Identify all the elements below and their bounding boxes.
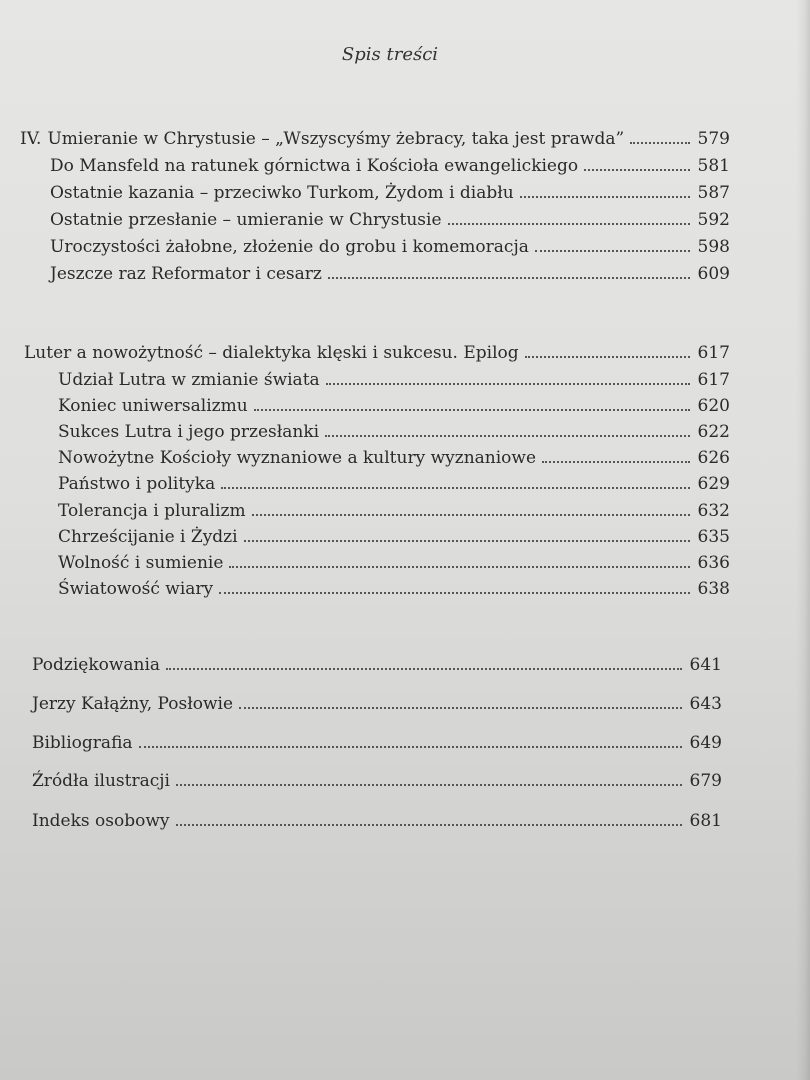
page-number: 581 (697, 156, 730, 176)
toc-section (50, 263, 730, 285)
chapter-number: IV. (20, 129, 42, 149)
toc-section (58, 395, 730, 417)
section-title: Państwo i polityka (58, 474, 216, 494)
page-number: 638 (697, 579, 730, 599)
toc-chapter-iv (20, 128, 730, 150)
section-title: Uroczystości żałobne, złożenie do grobu i komemoracja (50, 237, 529, 257)
page-number: 617 (697, 370, 730, 390)
section-title: Koniec uniwersalizmu (58, 396, 248, 416)
page-number: 629 (697, 474, 730, 494)
page-number: 649 (689, 733, 722, 753)
toc-section (50, 155, 730, 177)
epilog-title: Luter a nowożytność – dialektyka klęski i sukcesu. Epilog (24, 343, 519, 363)
chapter-title (20, 128, 624, 150)
page-number: 681 (689, 811, 722, 831)
dot-leader (328, 277, 690, 279)
toc-back-matter-item (32, 654, 722, 676)
toc-back-matter-item (32, 732, 722, 754)
page-number: 617 (697, 343, 730, 363)
dot-leader (542, 461, 690, 463)
toc-section (58, 369, 730, 391)
toc-epilog (24, 342, 730, 364)
dot-leader (520, 196, 690, 198)
dot-leader (239, 707, 682, 709)
dot-leader (630, 142, 690, 144)
dot-leader (139, 746, 682, 748)
section-title: Wolność i sumienie (58, 553, 224, 573)
back-matter-title: Bibliografia (32, 733, 133, 753)
section-title: Do Mansfeld na ratunek górnictwa i Kościoła ewangelickiego (50, 156, 579, 176)
dot-leader (254, 409, 690, 411)
page-number: 641 (689, 655, 722, 675)
page-number: 679 (689, 771, 722, 791)
dot-leader (326, 383, 690, 385)
toc-section (58, 421, 730, 443)
dot-leader (166, 668, 682, 670)
toc-back-matter-item (32, 810, 722, 832)
toc-section (58, 578, 730, 600)
toc-section (50, 182, 730, 204)
page-number: 643 (689, 694, 722, 714)
page-number: 622 (697, 422, 730, 442)
page-number: 598 (697, 237, 730, 257)
dot-leader (325, 435, 690, 437)
running-head: Spis treści (341, 44, 439, 65)
toc-section (50, 209, 730, 231)
dot-leader (229, 566, 690, 568)
dot-leader (176, 824, 682, 826)
toc-back-matter-item (32, 693, 722, 715)
toc-back-matter-item (32, 770, 722, 792)
section-title: Tolerancja i pluralizm (58, 501, 246, 521)
dot-leader (219, 592, 690, 594)
toc-section (58, 500, 730, 522)
dot-leader (176, 784, 682, 786)
section-title: Chrześcijanie i Żydzi (58, 527, 238, 547)
dot-leader (535, 250, 690, 252)
dot-leader (244, 540, 690, 542)
back-matter-title: Źródła ilustracji (32, 771, 170, 791)
toc-section (58, 526, 730, 548)
page-number: 632 (697, 501, 730, 521)
back-matter-title: Indeks osobowy (32, 811, 170, 831)
section-title: Ostatnie przesłanie – umieranie w Chrystusie (50, 210, 442, 230)
dot-leader (584, 169, 690, 171)
page-number: 579 (697, 129, 730, 149)
section-title: Udział Lutra w zmianie świata (58, 370, 320, 390)
page-number: 635 (697, 527, 730, 547)
section-title: Sukces Lutra i jego przesłanki (58, 422, 320, 442)
page-number: 620 (697, 396, 730, 416)
page-number: 626 (697, 448, 730, 468)
toc-section (58, 447, 730, 469)
dot-leader (525, 356, 690, 358)
page-number: 609 (697, 264, 730, 284)
section-title: Jeszcze raz Reformator i cesarz (50, 264, 322, 284)
toc-section (50, 236, 730, 258)
back-matter-title: Jerzy Kałążny, Posłowie (32, 694, 234, 714)
section-title: Światowość wiary (58, 579, 214, 599)
toc-section (58, 473, 730, 495)
page-number: 592 (697, 210, 730, 230)
page-number: 636 (697, 553, 730, 573)
dot-leader (221, 487, 690, 489)
section-title: Nowożytne Kościoły wyznaniowe a kultury wyznaniowe (58, 448, 537, 468)
dot-leader (252, 514, 690, 516)
back-matter-title: Podziękowania (32, 655, 161, 675)
dot-leader (448, 223, 690, 225)
toc-section (58, 552, 730, 574)
page-number: 587 (697, 183, 730, 203)
chapter-title-text: Umieranie w Chrystusie – „Wszyscyśmy żebracy, taka jest prawda” (47, 129, 625, 149)
section-title: Ostatnie kazania – przeciwko Turkom, Żydom i diabłu (50, 183, 514, 203)
